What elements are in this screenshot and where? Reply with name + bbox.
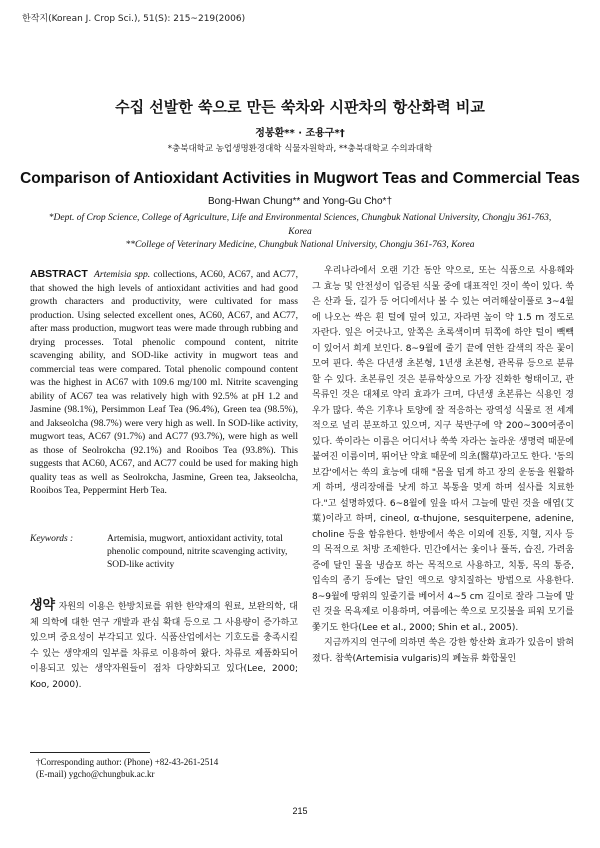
abstract-species: Artemisia spp. [94,269,151,280]
affiliation-english-2: **College of Veterinary Medicine, Chungbuk National University, Chongju 361-763, Korea [125,240,475,250]
abstract-label: ABSTRACT [30,268,88,280]
keywords-list: Artemisia, mugwort, antioxidant activity, total phenolic compound, nitrite scavenging activity, SOD-like activity [107,534,288,570]
intro-left-text: 자원의 이용은 한방치료를 위한 한약재의 원료, 보완의학, 대체 의학에 대한 연구 개발과 관심 확대 등으로 그 사용량이 증가하고 있으며 중요성이 부각되고 있다. 식품산업에서는 기호도를 충족시킬 수 있는 생약재의 일부를 차류로 이용하여 왔다. 차류로 제품화되어 이용되고 있는 생약자원들이 점차 다양화되고 있다(Lee, 2000; Koo, 2000). [30,602,298,690]
footnote-email: (E-mail) ygcho@chungbuk.ac.kr [36,769,155,779]
affiliation-english [40,212,560,253]
page-number: 215 [292,806,308,816]
keywords [30,533,298,572]
footnote-phone: †Corresponding author: (Phone) +82-43-261-2514 [36,757,219,767]
introduction-left [30,598,298,693]
authors-english: Bong-Hwan Chung** and Yong-Gu Cho*† [207,196,393,207]
authors-korean: 정봉환** · 조용구*† [255,128,345,139]
footnote-divider [30,752,150,753]
keywords-label: Keywords : [30,534,74,544]
intro-lead-word: 생약 [30,598,56,613]
paper-title-english: Comparison of Antioxidant Activities in Mugwort Teas and Commercial Teas [20,170,580,187]
intro-right-paragraph-1: 우리나라에서 오랜 기간 동안 약으로, 또는 식품으로 사용해와 그 효능 및 안전성이 입증된 식물 중에 대표적인 것이 쑥이 있다. 쑥은 산과 들, 길가 등 어디에서나 볼 수 있는 여러해살이풀로 3~4월에 나오는 싹은 흰 털에 덮여 있고, 자라면 높이 약 1.5 m 정도로 자란다. 잎은 어긋나고, 앞쪽은 초록색이며 뒤쪽에 하얀 털이 빽빽이 있어서 희게 보인다. 8~9월에 줄기 끝에 연한 갈색의 작은 꽃이 모여 핀다. 쑥은 다년생 초본형, 1년생 초본형, 관목류 등으로 분류할 수 있다. 초본류인 것은 분류학상으로 가장 진화한 형태이고, 관목류인 것은 대체로 약리 효과가 크며, 다년생 초본류는 식용인 경우가 많다. 쑥은 기후나 토양에 잘 적응하는 광역성 식물로 전 세계적으로 널리 분포하고 있으며, 지구 북반구에 약 200~300여종이 있다. 쑥이라는 이름은 어디서나 쑥쑥 자라는 놀라운 생명력 때문에 붙여진 이름이며, 뛰어난 약효 때문에 의초(醫草)라고도 한다. '동의보감'에서는 쑥의 효능에 대해 "몸을 덥게 하고 장의 운동을 원활하게 하며, 생리장애를 낫게 하고 복통을 멎게 하며 설사를 치료한다."고 설명하였다. 6~8월에 잎을 따서 그늘에 말린 것을 애엽(艾葉)이라고 하며, cineol, α-thujone, sesquiterpene, adenine, choline 등을 함유한다. 한방에서 쑥은 이외에 진통, 지혈, 지사 등의 목적으로 처방 조제한다. 민간에서는 옻이나 풀독, 습진, 가려움증에 달인 물을 냉습포 하는 목적으로 사용하고, 치통, 목의 통증, 입속의 종기 등에는 달인 액으로 양치질하는 방법으로 사용한다. 8~9월에 땅위의 잎줄기를 베어서 4~5 cm 길이로 잘라 그늘에 말린 것을 목욕제로 이용하며, 여름에는 쑥으로 모깃불을 피워 모기를 쫓기도 한다(Lee et al., 2000; Shin et al., 2005). [312,266,574,633]
abstract-text: collections, AC60, AC67, and AC77, that showed the high levels of antioxidant activities and had good growth characters and productivity, were cultivated for mass production. Using selected excellent ones, AC60, AC67, and AC77, after mass production, mugwort teas were made through rubbing and drying processes. Total phenolic compound content, nitrite scavenging ability, and SOD-like activity in mugwort teas and commercial teas were compared. Total phenolic compound content was the highest in AC67 with 109.6 mg/100 ml. Nitrite scavenging ability of AC67 tea was relatively high with 92.5% at pH 1.2 and Jasmine (98.1%), Persimmon Leaf Tea (96.4%), Green tea (98.5%), and Jakseolcha (98.7%) were very high as well. In SOD-like activity, mugwort teas, AC67 (91.7%) and AC77 (93.7%), were high as well as those of Seolrokcha (92.1%) and Rooibos Tea (93.8%). This suggests that AC60, AC67, and AC77 could be used for making high quality teas as well as Seolrokcha, Jasmine, Green tea, Jakseolcha, Rooibos Tea, Peppermint Herb Tea. [30,269,299,496]
affiliation-english-1: *Dept. of Crop Science, College of Agriculture, Life and Environmental Sciences, Chungbuk National University, Chongju 361-763, Korea [48,213,552,237]
journal-header: 한작지(Korean J. Crop Sci.), 51(S): 215~219(2006) [22,14,246,24]
intro-right-paragraph-2: 지금까지의 연구에 의하면 쑥은 강한 항산화 효과가 있음이 밝혀졌다. 참쑥(Artemisia vulgaris)의 폐놀류 화합물인 [312,638,574,664]
introduction-right [312,264,574,667]
abstract [30,268,298,498]
affiliation-korean: *충북대학교 농업생명환경대학 식물자원학과, **충북대학교 수의과대학 [167,144,433,154]
corresponding-author-footnote [36,756,298,780]
paper-title-korean: 수집 선발한 쑥으로 만든 쑥차와 시판차의 항산화력 비교 [115,98,485,116]
